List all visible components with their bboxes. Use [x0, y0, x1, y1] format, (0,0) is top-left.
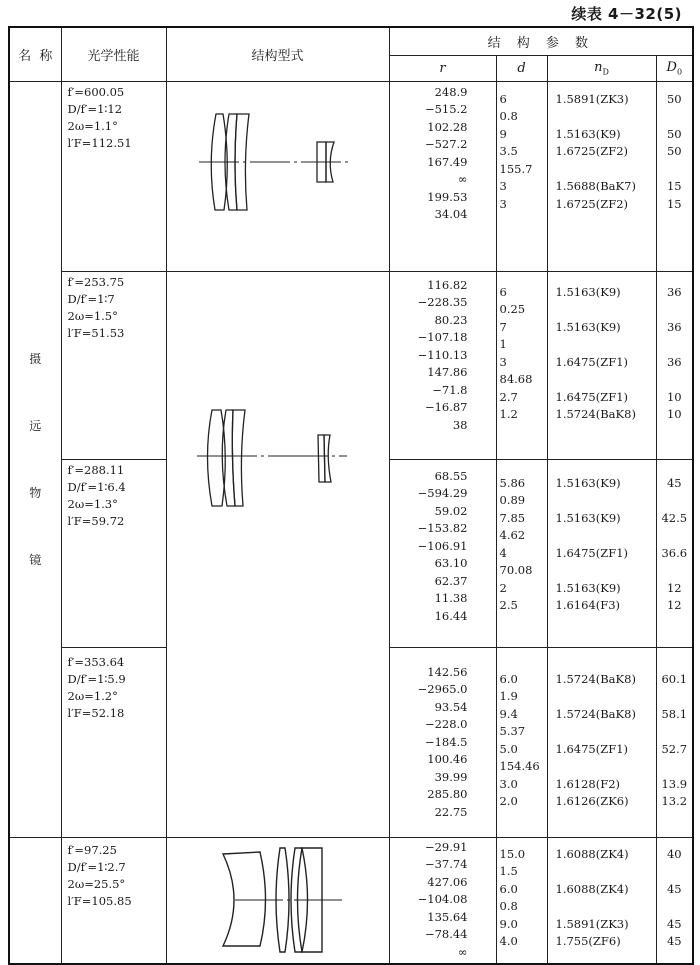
d-value: 9	[499, 126, 507, 141]
D0-value: 50	[666, 126, 682, 141]
performance-line: D/f′=1∶6.4	[67, 479, 126, 494]
D0-value	[657, 564, 693, 582]
category-char: 摄	[29, 352, 42, 366]
nD-cell	[547, 271, 656, 459]
D0-value: 45	[666, 881, 682, 896]
d-value: 9.0	[499, 916, 518, 931]
r-cell	[389, 647, 496, 837]
performance-line: f′=288.11	[67, 462, 125, 477]
r-value: 38	[452, 417, 468, 432]
r-value: 93.54	[434, 699, 468, 714]
d-value: 3.0	[499, 776, 518, 791]
D0-value: 52.7	[661, 741, 688, 756]
D0-value: 50	[666, 91, 682, 106]
performance-line: f′=600.05	[67, 84, 125, 99]
r-value: −16.87	[424, 400, 468, 414]
r-value: −184.5	[424, 734, 468, 749]
nD-value: 1.5688(BaK7)	[555, 179, 636, 193]
D0-value	[657, 865, 693, 883]
r-value: 80.23	[434, 312, 468, 327]
nD-value	[556, 110, 656, 128]
D0-value: 45	[666, 934, 682, 948]
r-value: −110.13	[417, 347, 468, 362]
d-value: 1.9	[499, 689, 518, 703]
nD-value: 1.6475(ZF1)	[555, 389, 628, 404]
D0-value	[657, 373, 693, 391]
performance-line: l′F=112.51	[67, 135, 132, 150]
nD-cell	[547, 81, 656, 271]
d-cell	[496, 837, 547, 964]
r-value: 116.82	[427, 277, 468, 292]
r-value: −71.8	[432, 382, 468, 397]
d-value: 2.7	[499, 389, 518, 404]
nD-cell	[547, 459, 656, 647]
D0-cell	[656, 81, 693, 271]
performance-cell	[61, 837, 166, 964]
nD-value: 1.5724(BaK8)	[555, 671, 636, 686]
nD-value: 1.6725(ZF2)	[555, 144, 628, 158]
table-row	[9, 837, 693, 964]
r-value: 248.9	[434, 84, 468, 99]
performance-line: f′=253.75	[67, 274, 125, 289]
performance-line: f′=353.64	[67, 654, 125, 669]
category-char: 物	[29, 486, 42, 500]
d-value: 1	[499, 337, 507, 351]
d-value: 4	[499, 545, 507, 560]
d-value: 5.0	[499, 741, 518, 756]
performance-line: 2ω=1.1°	[67, 118, 118, 133]
nD-value	[556, 900, 656, 918]
D0-value: 10	[666, 389, 682, 404]
nD-value: 1.6088(ZK4)	[555, 881, 629, 896]
r-value: 16.44	[434, 608, 468, 623]
performance-line: D/f′=1∶5.9	[67, 671, 126, 686]
performance-line: D/f′=1∶12	[67, 101, 123, 116]
table-row	[9, 271, 693, 459]
structure-diagram-cell	[166, 271, 389, 837]
nD-value: 1.5163(K9)	[555, 510, 621, 525]
D0-value: 36	[666, 284, 682, 299]
r-value: ∞	[457, 172, 468, 186]
r-value: 199.53	[427, 189, 468, 204]
D0-cell	[656, 459, 693, 647]
performance-line: l′F=52.18	[67, 705, 125, 720]
nD-value	[556, 865, 656, 883]
d-value: 9.4	[499, 706, 518, 721]
nD-value: 1.755(ZF6)	[555, 934, 621, 948]
nD-value: 1.6088(ZK4)	[555, 846, 629, 861]
r-value: −107.18	[417, 330, 468, 344]
D0-value: 12	[666, 580, 682, 595]
nD-value: 1.5891(ZK3)	[555, 916, 629, 931]
r-value: −515.2	[424, 102, 468, 116]
r-value: 34.04	[434, 207, 468, 221]
nD-value	[556, 529, 656, 547]
performance-line: 2ω=1.3°	[67, 496, 118, 511]
nD-value: 1.6126(ZK6)	[555, 794, 629, 808]
d-value: 6.0	[499, 671, 518, 686]
nD-value: 1.5163(K9)	[555, 319, 621, 334]
r-value: −527.2	[424, 137, 468, 151]
D0-value: 36	[666, 319, 682, 334]
D0-value	[657, 529, 693, 547]
telephoto-lens-diagram-1	[167, 82, 390, 272]
lens-diagram-5	[167, 838, 390, 958]
structure-diagram-cell	[166, 81, 389, 271]
header-structure-params: 结 构 参 数	[389, 27, 693, 55]
nD-value: 1.5724(BaK8)	[555, 407, 636, 421]
d-value: 2.0	[499, 794, 518, 808]
nD-value	[556, 338, 656, 356]
D0-value: 15	[666, 179, 682, 193]
d-cell	[496, 81, 547, 271]
r-value: 147.86	[427, 365, 468, 379]
d-value: 1.2	[499, 407, 518, 421]
r-cell	[389, 459, 496, 647]
nD-value	[556, 494, 656, 512]
nD-value	[556, 725, 656, 743]
category-cell-empty	[9, 837, 61, 964]
r-value: −78.44	[424, 927, 468, 941]
r-value: 39.99	[434, 769, 468, 784]
D0-value: 42.5	[661, 510, 688, 525]
d-value: 15.0	[499, 846, 526, 861]
D0-value: 36	[666, 354, 682, 369]
d-value: 0.8	[499, 109, 518, 123]
nD-value: 1.5163(K9)	[555, 475, 621, 490]
D0-value	[657, 494, 693, 512]
r-cell	[389, 271, 496, 459]
D0-value	[657, 338, 693, 356]
nD-value	[556, 690, 656, 708]
category-char: 镜	[29, 553, 42, 567]
D0-value: 60.1	[661, 671, 688, 686]
r-value: 11.38	[434, 591, 468, 605]
performance-line: 2ω=25.5°	[67, 876, 126, 891]
r-value: −104.08	[417, 892, 468, 906]
d-value: 0.25	[499, 302, 526, 316]
D0-value	[657, 725, 693, 743]
D0-value: 15	[666, 196, 682, 211]
header-nD: $n_D$	[547, 55, 656, 81]
telephoto-lens-diagram-2-3	[167, 272, 390, 838]
structure-diagram-cell	[166, 837, 389, 964]
d-value: 7.85	[499, 510, 526, 525]
d-value: 3	[499, 196, 507, 211]
nD-cell	[547, 837, 656, 964]
table-caption: 续表 4－32(5)	[571, 5, 682, 23]
r-value: −228.35	[417, 295, 468, 309]
category-char: 远	[29, 419, 42, 433]
performance-cell	[61, 647, 166, 837]
D0-value: 12	[666, 598, 682, 612]
D0-value: 13.9	[661, 776, 688, 791]
D0-value: 13.2	[661, 794, 688, 808]
d-value: 84.68	[499, 372, 533, 386]
r-value: 59.02	[434, 503, 468, 518]
r-value: −228.0	[424, 717, 468, 731]
r-value: −153.82	[417, 521, 468, 535]
performance-line: f′=97.25	[67, 842, 117, 857]
nD-value: 1.6475(ZF1)	[555, 545, 628, 560]
d-value: 154.46	[499, 759, 540, 773]
table-row	[9, 81, 693, 271]
D0-cell	[656, 271, 693, 459]
header-d: d	[496, 55, 547, 81]
D0-value: 45	[666, 475, 682, 490]
r-value: −29.91	[424, 839, 468, 854]
r-value: 167.49	[427, 154, 468, 169]
r-value: 100.46	[427, 752, 468, 766]
d-value: 3	[499, 179, 507, 193]
d-value: 70.08	[499, 563, 533, 577]
D0-value	[657, 110, 693, 128]
r-value: 102.28	[427, 119, 468, 134]
performance-cell	[61, 271, 166, 459]
nD-value: 1.5163(K9)	[555, 126, 621, 141]
nD-value	[556, 760, 656, 778]
r-value: 22.75	[434, 804, 468, 819]
nD-value: 1.5163(K9)	[555, 580, 621, 595]
nD-value: 1.6128(F2)	[555, 776, 621, 791]
performance-cell	[61, 459, 166, 647]
D0-value: 10	[666, 407, 682, 421]
D0-value: 45	[666, 916, 682, 931]
performance-line: l′F=51.53	[67, 325, 125, 340]
D0-value: 50	[666, 144, 682, 158]
performance-line: 2ω=1.2°	[67, 688, 118, 703]
lens-parameter-table	[8, 26, 694, 965]
header-performance: 光学性能	[61, 27, 166, 81]
nD-value: 1.5163(K9)	[555, 284, 621, 299]
category-cell	[9, 81, 61, 837]
r-value: −37.74	[424, 857, 468, 871]
r-value: 68.55	[434, 468, 468, 483]
header-D0: $D_0$	[656, 55, 693, 81]
nD-value: 1.6475(ZF1)	[555, 354, 628, 369]
r-value: ∞	[457, 944, 468, 959]
D0-cell	[656, 837, 693, 964]
header-structure-form: 结构型式	[166, 27, 389, 81]
d-value: 2	[499, 580, 507, 595]
performance-line: 2ω=1.5°	[67, 308, 118, 323]
d-value: 4.62	[499, 528, 526, 542]
d-value: 0.89	[499, 493, 526, 507]
performance-line: D/f′=1∶7	[67, 291, 115, 306]
nD-value: 1.5724(BaK8)	[555, 706, 636, 721]
D0-value: 36.6	[661, 545, 688, 560]
r-value: −594.29	[417, 486, 468, 500]
r-value: 142.56	[427, 664, 468, 679]
D0-cell	[656, 647, 693, 837]
r-value: −2965.0	[417, 682, 468, 696]
r-cell	[389, 81, 496, 271]
d-value: 3.5	[499, 144, 518, 158]
header-name: 名 称	[9, 27, 61, 81]
performance-line: D/f′=1∶2.7	[67, 859, 126, 874]
r-value: 63.10	[434, 556, 468, 570]
D0-value	[657, 303, 693, 321]
nD-value: 1.5891(ZK3)	[555, 91, 629, 106]
d-value: 5.37	[499, 724, 526, 738]
d-value: 0.8	[499, 899, 518, 913]
r-value: −106.91	[417, 538, 468, 553]
r-value: 62.37	[434, 573, 468, 588]
d-value: 1.5	[499, 864, 518, 878]
D0-value	[657, 163, 693, 181]
d-value: 5.86	[499, 475, 526, 490]
d-value: 7	[499, 319, 507, 334]
r-cell	[389, 837, 496, 964]
nD-value: 1.6725(ZF2)	[555, 196, 628, 211]
nD-value	[556, 564, 656, 582]
r-value: 427.06	[427, 874, 468, 889]
d-value: 6	[499, 91, 507, 106]
D0-value	[657, 900, 693, 918]
d-value: 2.5	[499, 598, 518, 612]
performance-line: l′F=105.85	[67, 893, 132, 908]
d-value: 6.0	[499, 881, 518, 896]
d-value: 3	[499, 354, 507, 369]
nD-value	[556, 163, 656, 181]
nD-cell	[547, 647, 656, 837]
d-value: 6	[499, 284, 507, 299]
D0-value	[657, 760, 693, 778]
performance-line: l′F=59.72	[67, 513, 125, 528]
d-value: 155.7	[499, 161, 533, 176]
nD-value: 1.6164(F3)	[555, 598, 621, 612]
D0-value	[657, 690, 693, 708]
D0-value: 40	[666, 846, 682, 861]
r-value: 285.80	[427, 787, 468, 801]
d-cell	[496, 459, 547, 647]
nD-value: 1.6475(ZF1)	[555, 741, 628, 756]
d-cell	[496, 271, 547, 459]
r-value: 135.64	[427, 909, 468, 924]
D0-value: 58.1	[661, 706, 688, 721]
d-cell	[496, 647, 547, 837]
nD-value	[556, 373, 656, 391]
nD-value	[556, 303, 656, 321]
header-r: r	[389, 55, 496, 81]
d-value: 4.0	[499, 934, 518, 948]
performance-cell	[61, 81, 166, 271]
